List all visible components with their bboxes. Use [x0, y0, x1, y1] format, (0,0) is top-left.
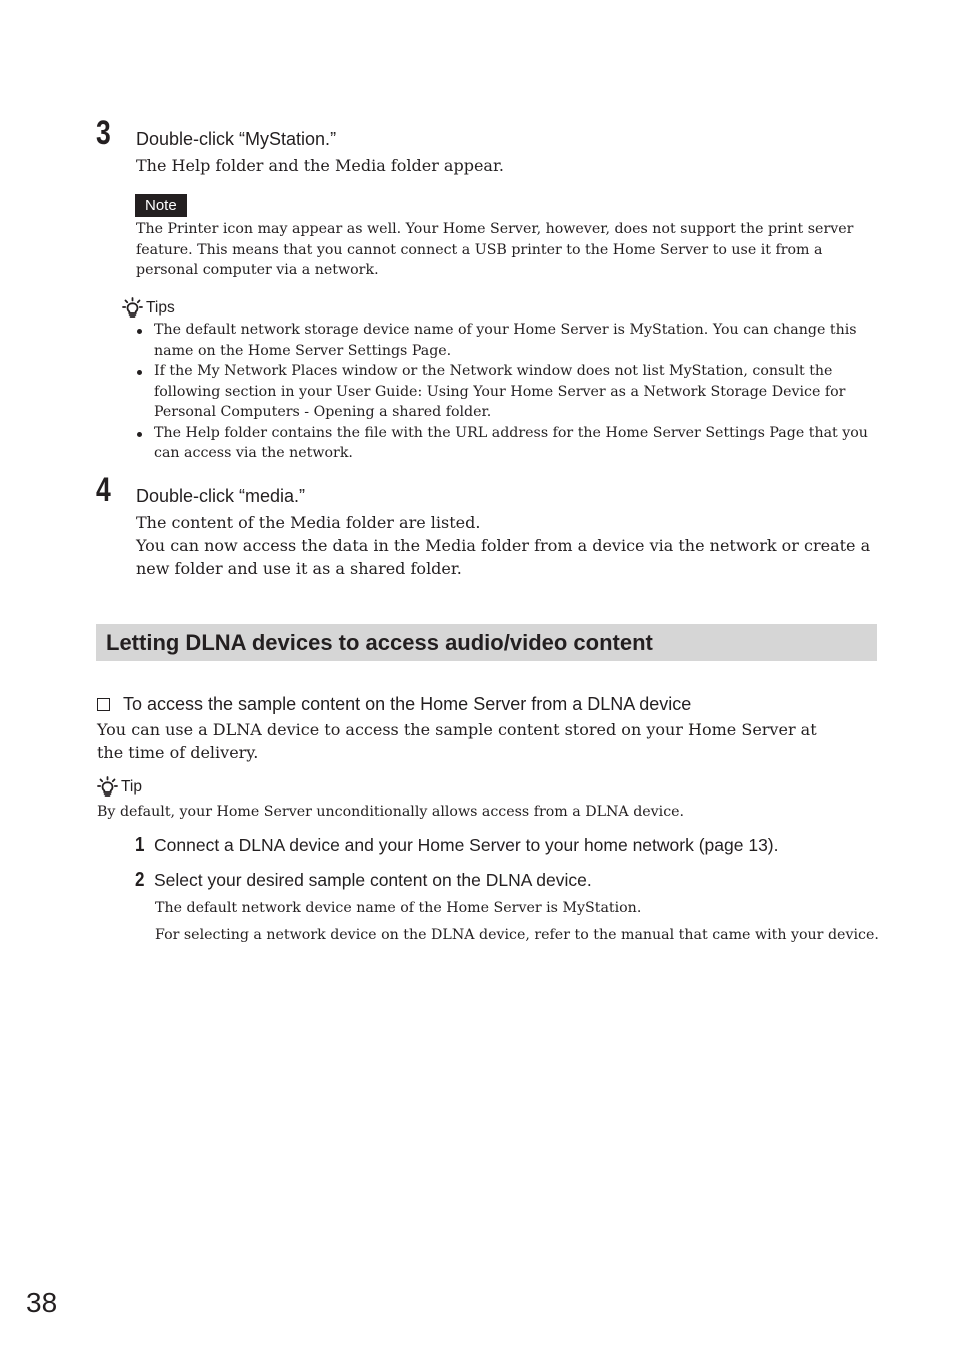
subheading	[97, 694, 691, 715]
page-number: 38	[26, 1287, 58, 1318]
section-heading: Letting DLNA devices to access audio/video content	[96, 624, 877, 661]
tip-item: The Help folder contains the file with the URL address for the Home Server Settings Page that you can access via the network.	[136, 423, 878, 464]
section-intro: You can use a DLNA device to access the sample content stored on your Home Server at the time of delivery.	[97, 720, 817, 762]
lightbulb-icon	[122, 297, 143, 318]
note-text: The Printer icon may appear as well. Your Home Server, however, does not support the print server feature. This means that you cannot connect a USB printer to the Home Server to use it from a personal computer via a network.	[136, 221, 854, 278]
step-number-4: 4	[96, 471, 111, 509]
note-badge: Note	[135, 194, 187, 217]
dlna-step-1-text: Connect a DLNA device and your Home Server to your home network (page 13).	[154, 835, 779, 855]
step-3-heading: Double-click “MyStation.”	[136, 129, 337, 149]
dlna-step-1	[135, 834, 779, 857]
dlna-step-1-number: 1	[135, 834, 145, 856]
tips-list	[136, 320, 878, 464]
checkbox-icon	[97, 698, 110, 711]
tip-item: If the My Network Places window or the Network window does not list MyStation, consult the following section in your User Guide: Using Your Home Server as a Network Storage Device for Personal Computers - Opening a shared folder.	[136, 361, 878, 423]
tip-text: By default, your Home Server unconditionally allows access from a DLNA device.	[97, 804, 685, 820]
step-3-text: The Help folder and the Media folder appear.	[136, 156, 504, 175]
dlna-step-2-number: 2	[135, 869, 145, 891]
tips-heading	[122, 297, 175, 318]
step-4-text-2: You can now access the data in the Media folder from a device via the network or create a new folder and use it as a shared folder.	[136, 536, 871, 578]
step-number-3: 3	[96, 114, 111, 152]
dlna-step-2-text: Select your desired sample content on the DLNA device.	[154, 870, 592, 890]
step-4-text-1: The content of the Media folder are listed.	[136, 513, 481, 532]
lightbulb-icon	[97, 776, 118, 797]
subheading-text: To access the sample content on the Home Server from a DLNA device	[123, 694, 692, 714]
dlna-step-2-note-2: For selecting a network device on the DLNA device, refer to the manual that came with your device.	[155, 927, 879, 943]
tip-heading	[97, 776, 142, 797]
tips-label: Tips	[146, 298, 175, 316]
tip-label: Tip	[121, 777, 142, 795]
step-4-heading: Double-click “media.”	[136, 486, 306, 506]
tip-item: The default network storage device name of your Home Server is MyStation. You can change this name on the Home Server Settings Page.	[136, 320, 878, 361]
dlna-step-2	[135, 869, 592, 892]
dlna-step-2-note-1: The default network device name of the Home Server is MyStation.	[155, 900, 642, 916]
